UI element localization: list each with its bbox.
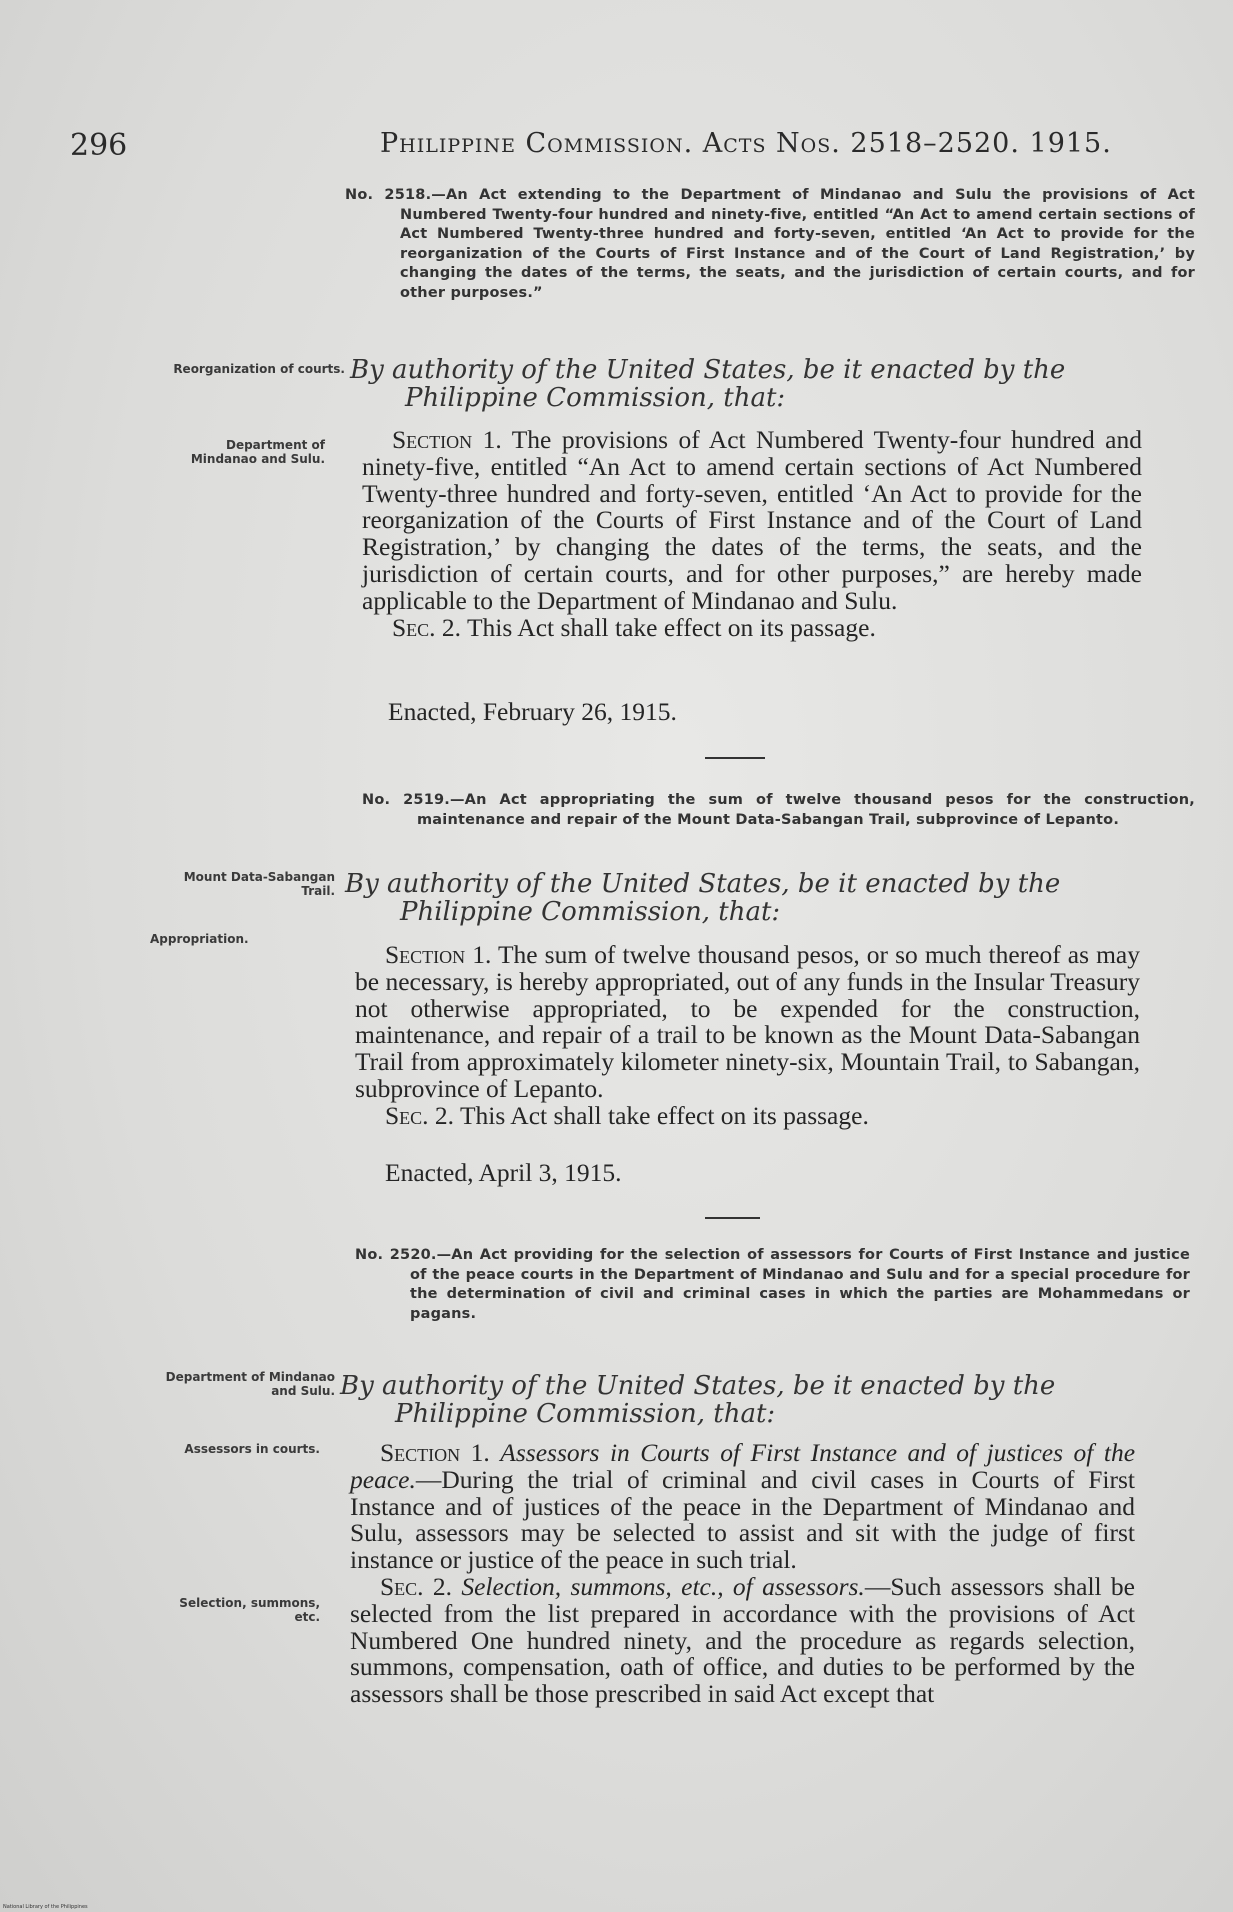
section-label: Sec. 2.: [392, 612, 462, 642]
act-2520-synopsis: No. 2520.—An Act providing for the selection of assessors for Courts of First Instance and justice of the peace courts in the Department of Mindanao and Sulu and for a special procedure for the determination of civil and criminal cases in which the parties are Mohammedans or pagans.: [355, 1247, 1190, 1322]
enacting-line-2: Philippine Commission, that:: [400, 897, 781, 927]
section-divider: [705, 1217, 760, 1219]
section-text: —Such assessors shall be selected from the list prepared in accordance with the provisions of Act Numbered One hundred ninety, and the procedure as regards selection, summons, compensation, oath of office, and duties to be performed by the assessors shall be those prescribed in said Act except that: [350, 1571, 1136, 1709]
section-label: Sec. 2.: [380, 1571, 453, 1601]
enacting-line-2: Philippine Commission, that:: [405, 383, 786, 413]
section-text: —During the trial of criminal and civil cases in Courts of First Instance and of justices of the peace in the Department of Mindanao and Sulu, assessors may be selected to assist and sit with the judge of first instance or justice of the peace in such trial.: [350, 1464, 1135, 1575]
act-2520-sections: [350, 1440, 1135, 1708]
margin-note-department: Department of Mindanao and Sulu.: [165, 1370, 335, 1398]
enacting-line-1: By authority of the United States, be it enacted by the: [345, 869, 1061, 899]
act-2520-enacting-clause: [340, 1372, 1140, 1428]
enacting-line-1: By authority of the United States, be it enacted by the: [350, 355, 1066, 385]
library-footer: National Library of the Philippines: [3, 1904, 88, 1910]
act-2519-enacted-date: Enacted, April 3, 1915.: [385, 1158, 622, 1187]
page-header: [70, 128, 1138, 168]
act-2518-synopsis: No. 2518.—An Act extending to the Department of Mindanao and Sulu the provisions of Act Numbered Twenty-four hundred and ninety-five, entitled “An Act to amend certain sections of Act Numbered Twenty-three hundred and forty-seven, entitled ‘An Act to provide for the reorganization of the Courts of First Instance and of the Court of Land Registration,’ by changing the dates of the terms, the seats, and the jurisdiction of certain courts, and for other purposes.”: [345, 187, 1195, 301]
section-divider: [705, 757, 765, 759]
margin-note-appropriation: Appropriation.: [150, 932, 249, 946]
section-text: The sum of twelve thousand pesos, or so much thereof as may be necessary, is hereby appropriated, out of any funds in the Insular Treasury not otherwise appropriated, to be expended for the construction, maintenance, and repair of a trail to be known as the Mount Data-Sabangan Trail from approximately kilometer ninety-six, Mountain Trail, to Sabangan, subprovince of Lepanto.: [355, 940, 1141, 1103]
page-number: 296: [70, 128, 128, 163]
section-heading: Assessors in Courts of First Instance and of justices of the peace.: [350, 1438, 1136, 1494]
act-2518-enacted-date: Enacted, February 26, 1915.: [388, 697, 677, 726]
act-2518-section-1: [362, 427, 1142, 641]
section-heading: Selection, summons, etc., of assessors.: [461, 1571, 865, 1601]
section-label: Sec. 2.: [385, 1100, 455, 1130]
act-2519-section-1: [355, 942, 1140, 1130]
enacting-line-2: Philippine Commission, that:: [395, 1399, 776, 1429]
section-label: Section 1.: [392, 425, 502, 454]
act-2519-synopsis: No. 2519.—An Act appropriating the sum of twelve thousand pesos for the construction, maintenance and repair of the Mount Data-Sabangan Trail, subprovince of Lepanto.: [362, 792, 1195, 828]
margin-note-selection: Selection, summons, etc.: [179, 1596, 320, 1624]
act-2518-enacting-clause: [350, 356, 1150, 412]
margin-note-department: Department of Mindanao and Sulu.: [190, 438, 325, 466]
act-2519-enacting-clause: [345, 870, 1145, 926]
section-label: Section 1.: [380, 1438, 490, 1467]
enacting-line-1: By authority of the United States, be it enacted by the: [340, 1371, 1056, 1401]
margin-note-assessors: Assessors in courts.: [184, 1442, 320, 1456]
section-label: Section 1.: [385, 940, 492, 969]
margin-note-trail: Mount Data-Sabangan Trail.: [183, 870, 335, 898]
section-text: This Act shall take effect on its passage.: [459, 1100, 869, 1130]
section-text: The provisions of Act Numbered Twenty-four hundred and ninety-five, entitled “An Act to amend certain sections of Act Numbered Twenty-three hundred and forty-seven, entitled ‘An Act to provide for the reorganization of the Courts of First Instance and of the Court of Land Registration,’ by changing the dates of the terms, the seats, and the jurisdiction of certain courts, and for other purposes,” are hereby made applicable to the Department of Mindanao and Sulu.: [362, 425, 1142, 615]
margin-note-reorganization: Reorganization of courts.: [173, 362, 345, 376]
running-head: Philippine Commission. Acts Nos. 2518–2520. 1915.: [380, 128, 1112, 159]
section-text: This Act shall take effect on its passage.: [466, 612, 876, 642]
